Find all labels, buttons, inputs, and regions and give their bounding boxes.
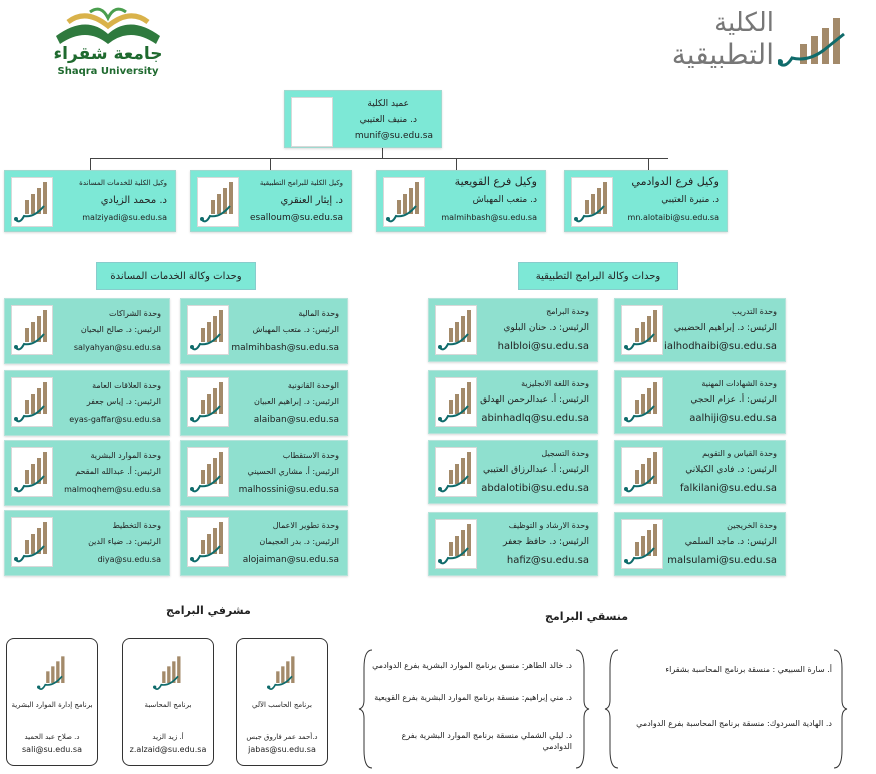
unit-head: د. إيثار العنقري — [280, 195, 343, 206]
unit-title: وحدة الخريجين — [727, 521, 777, 530]
unit-email: esalloum@su.edu.sa — [250, 213, 343, 223]
unit-email: abinhadlq@su.edu.sa — [481, 413, 589, 424]
unit-email: aalhiji@su.edu.sa — [689, 413, 777, 424]
unit-head: الرئيس: أ. عزام الحجي — [690, 395, 777, 405]
unit-card — [180, 370, 348, 436]
dean-name: د. منيف العتيبي — [359, 115, 417, 125]
unit-logo-icon — [187, 447, 229, 497]
unit-head: الرئيس: د. صالح اليحيان — [80, 325, 161, 334]
unit-email: mn.alotaibi@su.edu.sa — [627, 213, 719, 222]
unit-card — [180, 298, 348, 364]
unit-card — [4, 170, 176, 232]
unit-title: وكيل الكلية للخدمات المساندة — [79, 179, 167, 187]
unit-card — [614, 512, 786, 576]
unit-head: د. متعب المهباش — [472, 195, 537, 205]
unit-logo-icon — [265, 653, 299, 693]
unit-card — [428, 512, 598, 576]
vd3-drop — [456, 158, 457, 170]
unit-logo-icon — [435, 447, 477, 497]
college-bars-icon — [778, 14, 858, 70]
unit-head: الرئيس: د. حنان البلوي — [503, 323, 589, 333]
unit-head: الرئيس: د. إياس جعفر — [86, 397, 161, 406]
coordinator-item: د. مني إبراهيم: منسقة برنامج الموارد البشرية بفرع القويعية — [374, 693, 572, 702]
program-units-header: وحدات وكالة البرامج التطبيقية — [518, 262, 678, 290]
unit-head: الرئيس: أ. عبدالرحمن الهدلق — [480, 395, 589, 405]
unit-card — [614, 370, 786, 434]
unit-logo-icon — [621, 305, 663, 355]
unit-title: وحدة البرامج — [546, 307, 589, 316]
unit-title: وحدة الارشاد و التوظيف — [508, 521, 589, 530]
unit-email: halbloi@su.edu.sa — [497, 341, 589, 352]
unit-email: alojaiman@su.edu.sa — [242, 555, 339, 565]
unit-title: وحدة تطوير الاعمال — [272, 521, 339, 530]
shaqra-university-logo — [46, 4, 170, 82]
unit-title: وحدة المالية — [298, 309, 339, 318]
unit-head: د. محمد الزيادي — [100, 195, 167, 206]
coordinators-title: منسقي البرامج — [545, 610, 629, 623]
unit-logo-icon — [35, 653, 69, 693]
unit-head: الرئيس: أ. عبدالرزاق العتيبي — [483, 465, 589, 475]
supervisor-email: jabas@su.edu.sa — [248, 745, 316, 754]
college-name-line2: التطبيقية — [671, 38, 774, 71]
unit-card — [428, 370, 598, 434]
unit-email: hafiz@su.edu.sa — [506, 555, 589, 566]
unit-head: الرئيس: أ. عبدالله المقحم — [75, 467, 161, 476]
supervisor-program: برنامج المحاسبة — [144, 701, 192, 709]
unit-email: diya@su.edu.sa — [97, 555, 161, 564]
unit-title: وحدة التخطيط — [112, 521, 161, 530]
unit-card — [614, 298, 786, 362]
unit-card — [180, 440, 348, 506]
vd4-drop — [648, 158, 649, 170]
unit-head: الرئيس: د. ضياء الدين — [88, 537, 161, 546]
support-units-header: وحدات وكالة الخدمات المساندة — [96, 262, 256, 290]
unit-email: malsulami@su.edu.sa — [667, 555, 777, 566]
unit-email: malmihbash@su.edu.sa — [441, 213, 537, 222]
unit-title: وحدة العلاقات العامة — [92, 381, 161, 390]
unit-card — [4, 510, 170, 576]
unit-logo-icon — [435, 519, 477, 569]
unit-title: وحدة التدريب — [732, 307, 777, 316]
unit-head: الرئيس: د. فادي الكيلاني — [685, 465, 777, 475]
unit-head: د. منيرة العتيبي — [661, 195, 719, 205]
unit-logo-icon — [187, 377, 229, 427]
unit-email: malziyadi@su.edu.sa — [82, 213, 167, 222]
supervisors-title: مشرفي البرامج — [166, 604, 251, 617]
university-name-english: Shaqra University — [57, 66, 159, 77]
dean-card — [284, 90, 442, 148]
unit-email: eyas-gaffar@su.edu.sa — [69, 415, 161, 424]
supervisor-program: برنامج إدارة الموارد البشرية — [11, 701, 93, 709]
unit-head: الرئيس: د. إبراهيم الحضيبي — [673, 323, 777, 333]
applied-college-logo — [602, 8, 858, 74]
vd2-drop — [270, 158, 271, 170]
unit-head: الرئيس: د. بدر العجيمان — [259, 537, 339, 546]
unit-card — [428, 298, 598, 362]
unit-card — [564, 170, 728, 232]
supervisor-program: برنامج الحاسب الآلي — [252, 701, 312, 709]
unit-title: وحدة اللغة الانجليزية — [521, 379, 589, 388]
unit-card — [428, 440, 598, 504]
unit-card — [190, 170, 352, 232]
unit-title: وحدة الاستقطاب — [282, 451, 339, 460]
unit-email: malmihbash@su.edu.sa — [231, 343, 339, 353]
unit-email: ialhodhaibi@su.edu.sa — [664, 341, 777, 352]
unit-card — [4, 370, 170, 436]
unit-card — [4, 440, 170, 506]
unit-logo-icon — [11, 447, 53, 497]
unit-title: وكيل الكلية للبرامج التطبيقية — [259, 179, 343, 187]
unit-title: وكيل فرع الدوادمي — [631, 175, 719, 188]
unit-card — [614, 440, 786, 504]
unit-head: الرئيس: د. حافظ جعفر — [503, 537, 589, 547]
unit-logo-icon — [151, 653, 185, 693]
coordinator-item: د. الهادية السردوك: منسقة برنامج المحاسبة بفرع الدوادمي — [636, 719, 832, 728]
unit-title: وحدة القياس و التقويم — [702, 449, 777, 458]
unit-card — [4, 298, 170, 364]
unit-logo-icon — [383, 177, 425, 227]
coordinator-item: د. خالد الطاهر: منسق برنامج الموارد البشرية بفرع الدوادمي — [372, 661, 572, 670]
unit-title: وكيل فرع القويعية — [454, 175, 537, 188]
unit-head: الرئيس: د. متعب المهباش — [252, 325, 339, 334]
supervisor-card — [122, 638, 214, 766]
supervisor-name: د. صلاح عبد الحميد — [24, 733, 80, 741]
unit-logo-icon — [11, 177, 53, 227]
unit-card — [180, 510, 348, 576]
coordinator-item: أ. سارة السبيعي : منسقة برنامج المحاسبة بشقراء — [665, 665, 832, 674]
dean-email: munif@su.edu.sa — [354, 131, 433, 141]
unit-title: وحدة التسجيل — [541, 449, 589, 458]
unit-logo-icon — [571, 177, 613, 227]
unit-logo-icon — [435, 305, 477, 355]
unit-logo-icon — [11, 517, 53, 567]
unit-email: salyahyan@su.edu.sa — [73, 343, 161, 352]
unit-logo-icon — [11, 377, 53, 427]
supervisor-name: أ. زيد الزيد — [152, 733, 184, 741]
unit-email: malhossini@su.edu.sa — [238, 485, 339, 495]
supervisor-email: sali@su.edu.sa — [22, 745, 82, 754]
unit-card — [376, 170, 546, 232]
unit-email: abdalotibi@su.edu.sa — [481, 483, 589, 494]
unit-logo-icon — [621, 377, 663, 427]
unit-logo-icon — [435, 377, 477, 427]
unit-logo-icon — [291, 97, 333, 147]
unit-title: وحدة الموارد البشرية — [90, 451, 161, 460]
unit-head: الرئيس: د. إبراهيم العبيان — [253, 397, 339, 406]
unit-logo-icon — [197, 177, 239, 227]
unit-logo-icon — [187, 517, 229, 567]
unit-title: الوحدة القانونية — [287, 381, 339, 390]
dean-connector — [382, 148, 383, 158]
dean-title: عميد الكلية — [367, 99, 409, 109]
supervisor-card — [236, 638, 328, 766]
coordinator-item: د. ليلي الشملي منسقة برنامج الموارد البشرية بفرع الدوادمي — [401, 731, 572, 751]
unit-email: falkilani@su.edu.sa — [679, 483, 777, 494]
vice-dean-bus — [90, 158, 668, 159]
unit-logo-icon — [621, 519, 663, 569]
supervisor-email: z.alzaid@su.edu.sa — [129, 745, 207, 754]
unit-logo-icon — [621, 447, 663, 497]
unit-logo-icon — [11, 305, 53, 355]
unit-email: malmoqhem@su.edu.sa — [64, 485, 161, 494]
supervisor-card — [6, 638, 98, 766]
unit-head: الرئيس: د. ماجد السلمي — [684, 537, 777, 547]
unit-title: وحدة الشهادات المهنية — [701, 379, 777, 388]
supervisor-name: د.أحمد عمر فاروق جبس — [246, 733, 318, 741]
vd1-drop — [90, 158, 91, 170]
university-name-arabic: جامعة شقراء — [53, 44, 163, 64]
unit-email: alaiban@su.edu.sa — [253, 415, 339, 425]
unit-head: الرئيس: أ. مشاري الحسيني — [247, 467, 339, 476]
unit-title: وحدة الشراكات — [109, 309, 161, 318]
college-name-line1: الكلية — [714, 8, 774, 38]
unit-logo-icon — [187, 305, 229, 355]
